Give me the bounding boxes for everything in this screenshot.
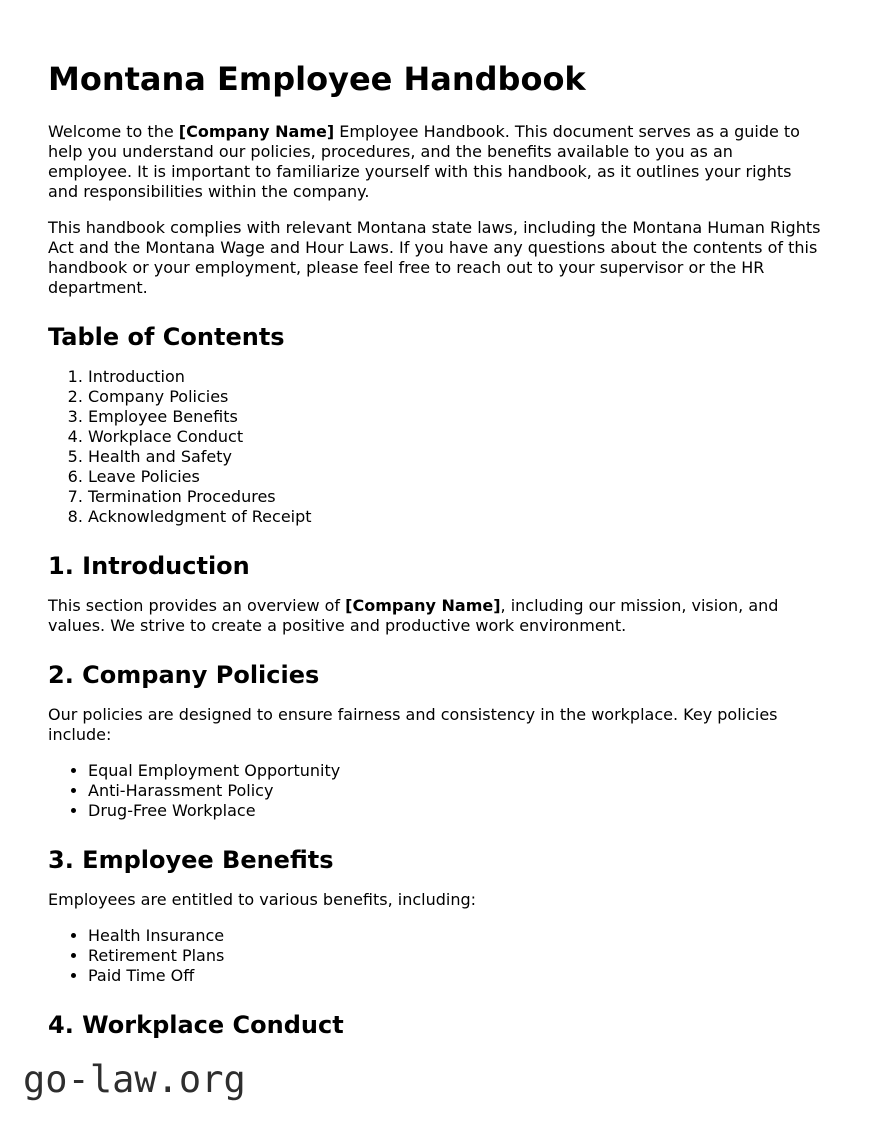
benefit-item-paid-time-off: • Paid Time Off — [88, 966, 822, 986]
policy-item-anti-harassment: • Anti-Harassment Policy — [88, 781, 822, 801]
toc-item-health-and-safety: 5. Health and Safety — [88, 447, 822, 467]
section-employee-benefits-heading: 3. Employee Benefits — [48, 846, 334, 874]
intro-paragraph-1: Welcome to the [Company Name] Employee Handbook. This document serves as a guide to help you understand our policies, procedures, and the benefits available to you as an employee. It is important to familiarize yourself with this handbook, as it outlines your rights and responsibilities within the company. — [48, 122, 800, 201]
bold-text: [Company Name] — [345, 596, 501, 615]
section-introduction-heading: 1. Introduction — [48, 552, 250, 580]
toc-item-workplace-conduct: 4. Workplace Conduct — [88, 427, 822, 447]
toc-item-leave-policies: 6. Leave Policies — [88, 467, 822, 487]
section-introduction — [48, 552, 822, 636]
toc-item-employee-benefits: 3. Employee Benefits — [88, 407, 822, 427]
watermark-go-law-org: go-law.org — [23, 1058, 246, 1101]
toc-item-company-policies: 2. Company Policies — [88, 387, 822, 407]
benefit-item-health-insurance: • Health Insurance — [88, 926, 822, 946]
toc-heading: Table of Contents — [48, 323, 285, 351]
policy-item-drug-free: • Drug-Free Workplace — [88, 801, 822, 821]
toc-item-termination-procedures: 7. Termination Procedures — [88, 487, 822, 507]
policy-item-equal-employment: • Equal Employment Opportunity — [88, 761, 822, 781]
benefit-item-retirement-plans: • Retirement Plans — [88, 946, 822, 966]
employee-benefits-list — [48, 926, 822, 986]
company-policies-list — [48, 761, 822, 821]
toc-item-introduction: 1. Introduction — [88, 367, 822, 387]
section-company-policies-paragraph: Our policies are designed to ensure fairness and consistency in the workplace. Key policies include: — [48, 705, 778, 744]
section-employee-benefits-paragraph: Employees are entitled to various benefits, including: — [48, 890, 477, 909]
section-workplace-conduct-heading: 4. Workplace Conduct — [48, 1011, 344, 1039]
intro-paragraph-2: This handbook complies with relevant Montana state laws, including the Montana Human Rights Act and the Montana Wage and Hour Laws. If you have any questions about the contents of this handbook or your employment, please feel free to reach out to your supervisor or the HR department. — [48, 218, 821, 297]
section-company-policies-heading: 2. Company Policies — [48, 661, 320, 689]
section-workplace-conduct — [48, 1011, 822, 1039]
toc-list — [48, 367, 822, 527]
page-title: Montana Employee Handbook — [48, 60, 586, 98]
section-company-policies — [48, 661, 822, 821]
section-employee-benefits — [48, 846, 822, 986]
toc-item-acknowledgment-of-receipt: 8. Acknowledgment of Receipt — [88, 507, 822, 527]
bold-text: [Company Name] — [178, 122, 335, 141]
section-introduction-paragraph: This section provides an overview of [Company Name], including our mission, vision, and values. We strive to create a positive and productive work environment. — [48, 596, 779, 635]
